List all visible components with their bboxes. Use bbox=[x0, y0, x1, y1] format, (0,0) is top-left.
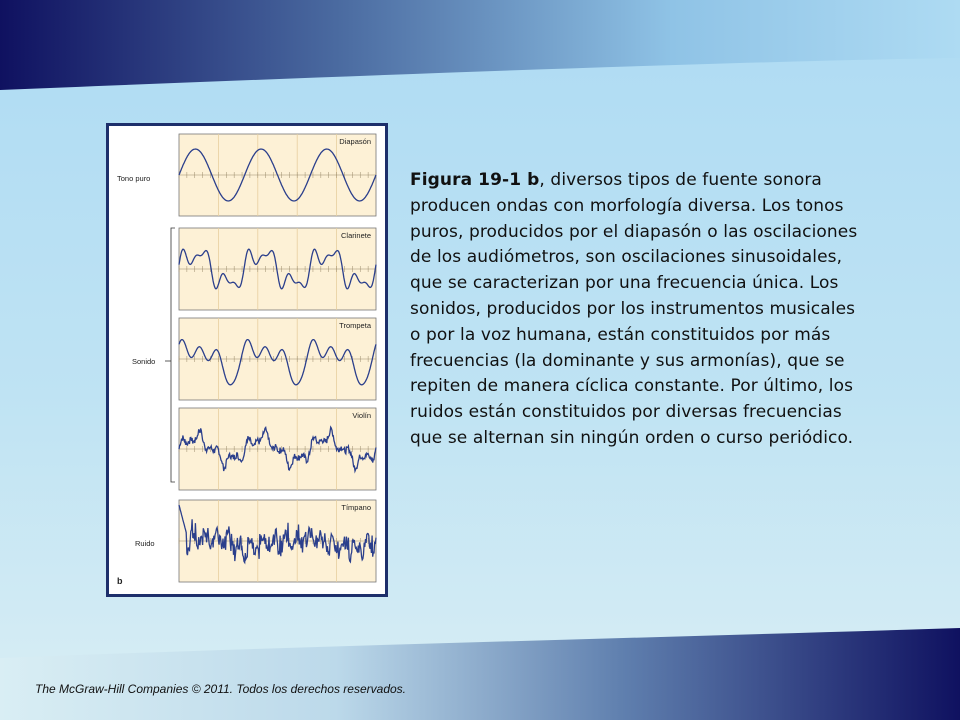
waveform-figure bbox=[106, 123, 388, 597]
label-sound: Sonido bbox=[132, 357, 156, 366]
caption-lead: Figura 19-1 b bbox=[410, 170, 540, 190]
caption-text: , diversos tipos de fuente sonora producen ondas con morfología diversa. Los tonos puros, producidos por el diapasón o las oscilaciones de los audiómetros, son oscilaciones sinusoidales, que se caracterizan por una frecuencia única. Los sonidos, producidos por los instrumentos musicales o por la voz humana, están constituidos por más frecuencias (la dominante y sus armonías), que se repiten de manera cíclica constante. Por último, los ruidos están constituidos por diversas frecuencias que se alternan sin ningún orden o curso periódico. bbox=[410, 170, 858, 448]
header-band bbox=[0, 0, 960, 90]
panel-title-pure: Diapasón bbox=[339, 137, 371, 146]
waveform-panel-clarinet bbox=[179, 228, 376, 310]
panel-title-trumpet: Trompeta bbox=[339, 321, 371, 330]
copyright-footer: The McGraw-Hill Companies © 2011. Todos los derechos reservados. bbox=[35, 682, 407, 696]
footer-band bbox=[0, 628, 960, 720]
label-noise: Ruido bbox=[135, 539, 155, 548]
panel-title-violin: Violín bbox=[352, 411, 371, 420]
waveform-panel-noise bbox=[179, 500, 376, 582]
panel-title-noise: Tímpano bbox=[341, 503, 371, 512]
figure-caption bbox=[410, 168, 860, 452]
sound-bracket bbox=[171, 228, 175, 482]
panel-label-b: b bbox=[117, 576, 123, 586]
waveform-panel-pure bbox=[179, 134, 376, 216]
waveform-panel-violin bbox=[179, 408, 376, 490]
label-pure-tone: Tono puro bbox=[117, 174, 151, 183]
panel-title-clarinet: Clarinete bbox=[340, 231, 371, 240]
waveform-panel-trumpet bbox=[179, 318, 376, 400]
